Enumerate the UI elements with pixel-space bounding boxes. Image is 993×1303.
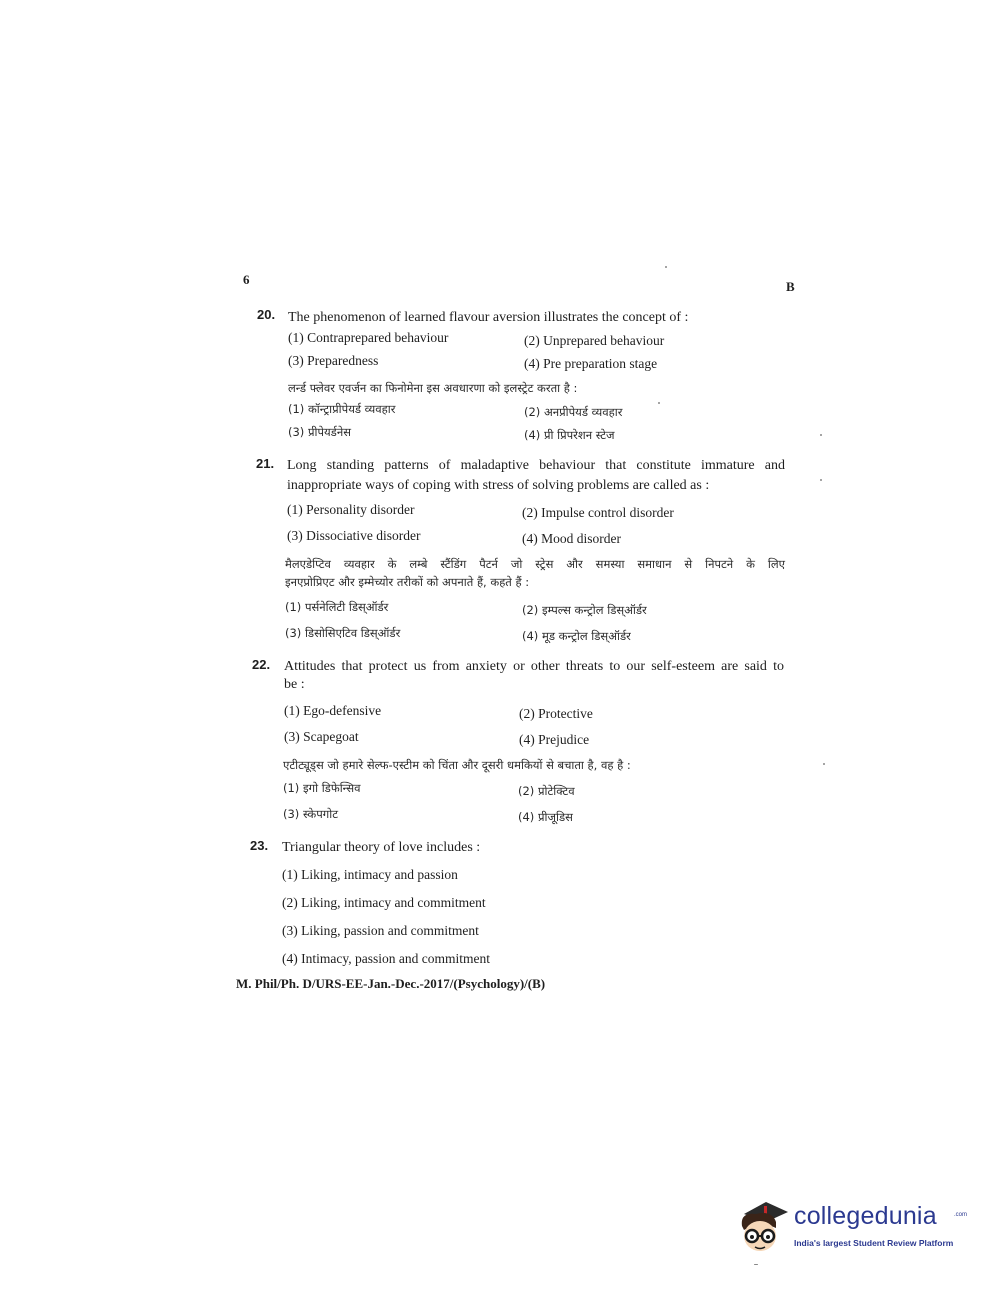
brand-name: collegedunia — [794, 1202, 937, 1230]
hindi-question-text: एटीट्यूड्स जो हमारे सेल्फ-एस्टीम को चिंता और दूसरी धमकियों से बचाता है, वह है : — [283, 758, 631, 772]
option-4: (4) Intimacy, passion and commitment — [282, 951, 490, 966]
hindi-option-1: (1) इगो डिफेन्सिव — [283, 781, 361, 795]
option-2: (2) Liking, intimacy and commitment — [282, 895, 486, 910]
question-number: 20. — [257, 307, 276, 322]
question-number: 21. — [256, 456, 275, 471]
mascot-icon — [736, 1196, 792, 1258]
option-2: (2) Unprepared behaviour — [524, 333, 665, 348]
option-4: (4) Pre preparation stage — [524, 356, 658, 371]
hindi-option-3: (3) प्रीपेयर्डनेस — [288, 425, 351, 439]
option-3: (3) Preparedness — [288, 353, 379, 368]
option-4: (4) Prejudice — [519, 732, 590, 747]
option-1: (1) Personality disorder — [287, 502, 415, 517]
option-1: (1) Liking, intimacy and passion — [282, 867, 458, 882]
hindi-question-text-line-2: इनएप्रोप्रिएट और इम्मेच्योर तरीकों को अपनाते हैं, कहते हैं : — [285, 575, 530, 589]
option-3: (3) Liking, passion and commitment — [282, 923, 479, 938]
question-text: Triangular theory of love includes : — [282, 840, 481, 855]
question-text-line-1: Long standing patterns of maladaptive behaviour that constitute immature and — [287, 458, 785, 473]
option-2: (2) Impulse control disorder — [522, 505, 674, 520]
question-text-line-1: Attitudes that protect us from anxiety or other threats to our self-esteem are said to — [284, 659, 784, 674]
question-number: 23. — [250, 838, 269, 853]
hindi-question-text: लर्न्ड फ्लेवर एवर्जन का फिनोमेना इस अवधारणा को इलस्ट्रेट करता है : — [288, 381, 578, 395]
hindi-option-4: (4) प्रीजूडिस — [518, 810, 573, 824]
hindi-option-2: (2) अनप्रीपेयर्ड व्यवहार — [524, 405, 623, 419]
hindi-option-1: (1) कॉन्ट्राप्रीपेयर्ड व्यवहार — [288, 402, 396, 416]
option-3: (3) Dissociative disorder — [287, 528, 421, 543]
question-text-line-2: inappropriate ways of coping with stress of solving problems are called as : — [287, 478, 710, 493]
hindi-option-2: (2) प्रोटेक्टिव — [518, 784, 575, 798]
hindi-option-1: (1) पर्सनेलिटी डिस्ऑर्डर — [285, 600, 389, 614]
brand-tagline: India's largest Student Review Platform — [794, 1238, 954, 1248]
question-number: 22. — [252, 657, 271, 672]
option-2: (2) Protective — [519, 706, 593, 721]
paper-code-footer: M. Phil/Ph. D/URS-EE-Jan.-Dec.-2017/(Psychology)/(B) — [236, 976, 546, 991]
hindi-option-2: (2) इम्पल्स कन्ट्रोल डिस्ऑर्डर — [522, 603, 647, 617]
option-1: (1) Ego-defensive — [284, 703, 382, 718]
scan-speck — [823, 763, 825, 765]
brand-domain: .com — [954, 1212, 968, 1218]
hindi-option-4: (4) मूड कन्ट्रोल डिस्ऑर्डर — [522, 629, 631, 643]
hindi-question-text-line-1: मैलएडेप्टिव व्यवहार के लम्बे स्टैंडिंग पैटर्न जो स्ट्रेस और समस्या समाधान से निपटने के लिए — [285, 557, 785, 571]
scan-speck — [658, 402, 660, 404]
question-text-line-2: be : — [284, 677, 305, 692]
option-1: (1) Contraprepared behaviour — [288, 330, 449, 345]
scan-speck — [820, 434, 822, 436]
scan-speck — [820, 479, 822, 481]
hindi-option-3: (3) स्केपगोट — [283, 807, 339, 821]
hindi-option-3: (3) डिसोसिएटिव डिस्ऑर्डर — [285, 626, 401, 640]
option-3: (3) Scapegoat — [284, 729, 359, 744]
collegedunia-logo — [736, 1196, 966, 1266]
scan-speck — [665, 266, 667, 268]
option-4: (4) Mood disorder — [522, 531, 621, 546]
page-number: 6 — [243, 272, 250, 287]
hindi-option-4: (4) प्री प्रिपरेशन स्टेज — [524, 428, 615, 442]
question-text: The phenomenon of learned flavour aversion illustrates the concept of : — [288, 310, 689, 325]
set-code: B — [786, 279, 795, 294]
